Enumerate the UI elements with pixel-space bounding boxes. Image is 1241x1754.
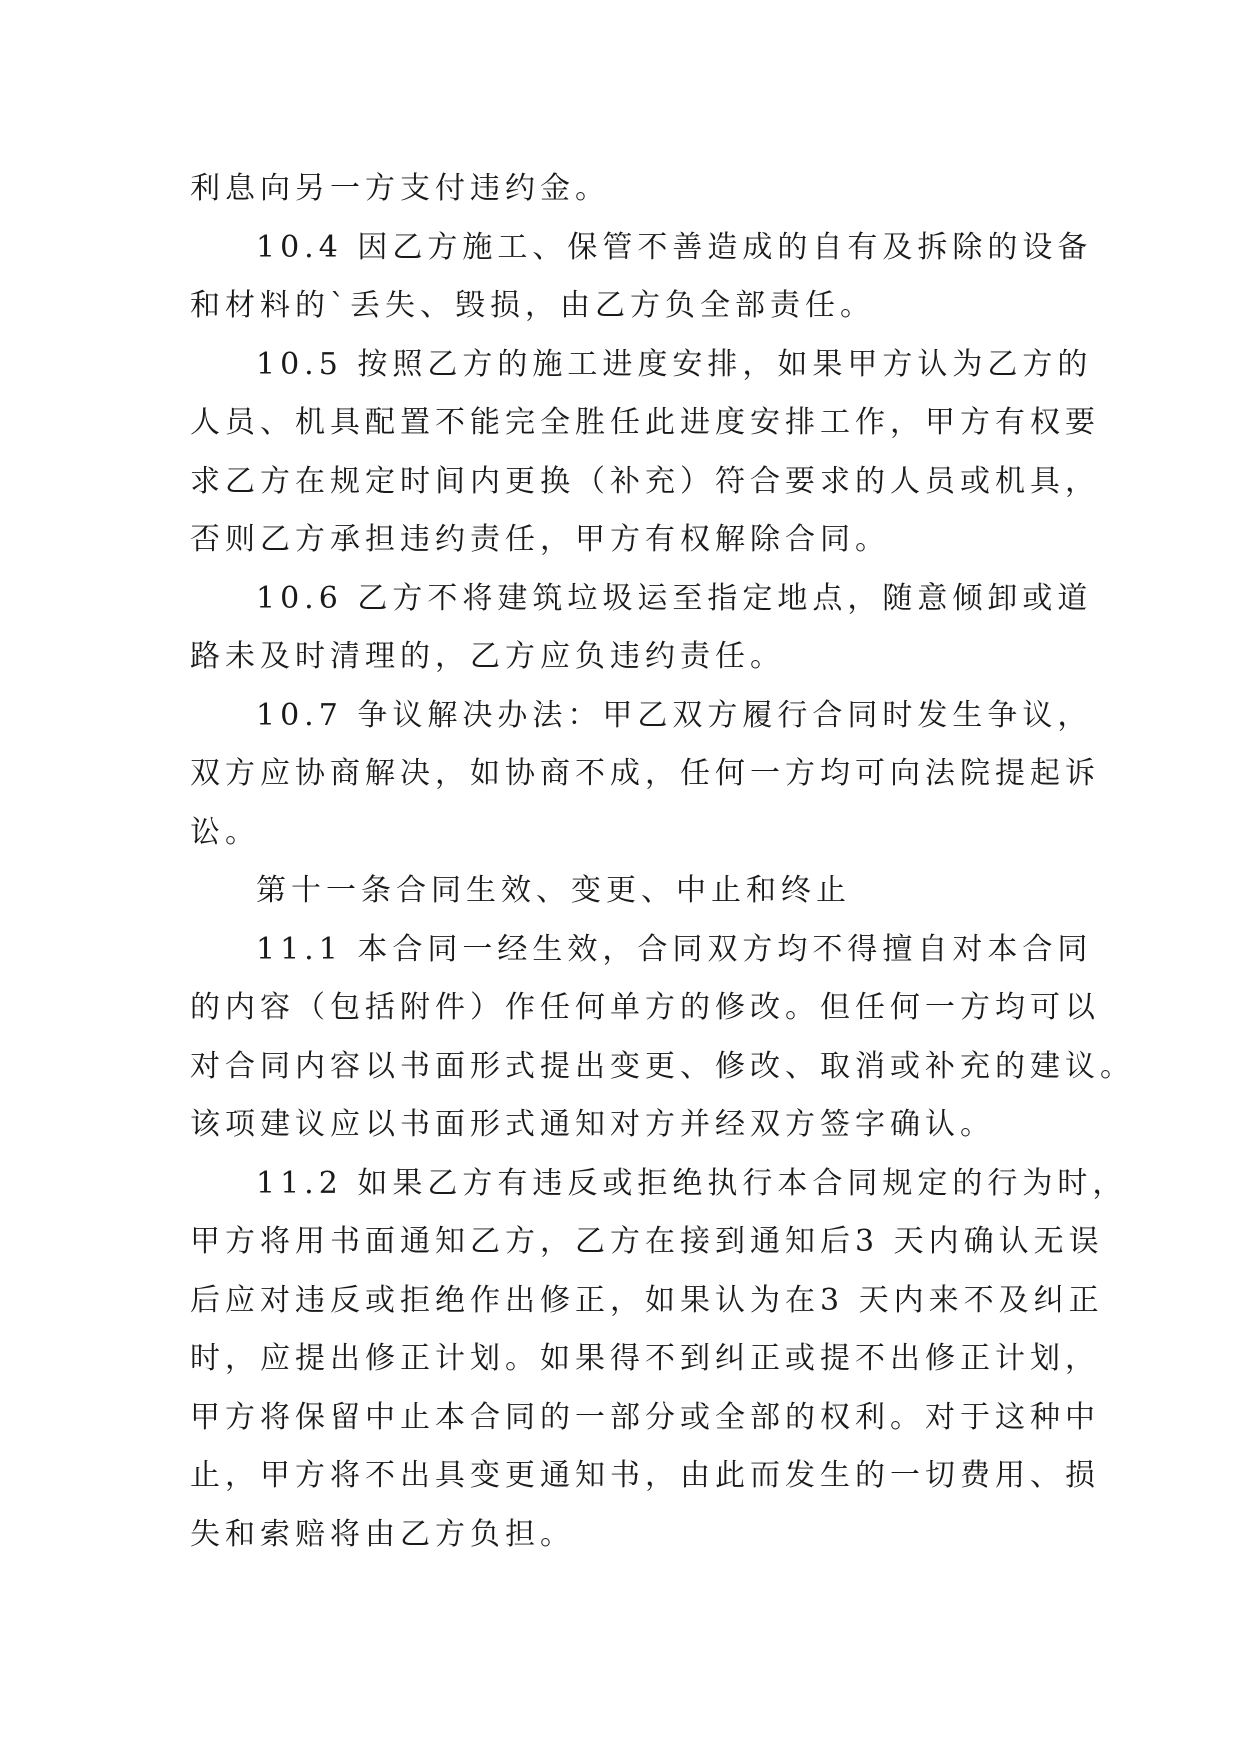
clause-11-1-line: 11.1 本合同一经生效，合同双方均不得擅自对本合同 — [256, 931, 1093, 967]
text-line: 的内容（包括附件）作任何单方的修改。但任何一方均可以 — [190, 990, 1100, 1025]
text-line: 路未及时清理的，乙方应负违约责任。 — [190, 639, 785, 674]
text-line: 人员、机具配置不能完全胜任此进度安排工作，甲方有权要 — [190, 405, 1100, 440]
text-line: 甲方将用书面通知乙方，乙方在接到通知后3 天内确认无误 — [190, 1224, 1104, 1259]
article-11-heading: 第十一条合同生效、变更、中止和终止 — [256, 873, 851, 908]
text-line: 失和索赔将由乙方负担。 — [190, 1516, 575, 1552]
text-line: 否则乙方承担违约责任，甲方有权解除合同。 — [190, 522, 890, 557]
document-body — [190, 160, 1135, 1564]
clause-10-7-line: 10.7 争议解决办法：甲乙双方履行合同时发生争议， — [256, 697, 1093, 733]
text-line: 后应对违反或拒绝作出修正，如果认为在3 天内来不及纠正 — [190, 1282, 1104, 1318]
text-line: 双方应协商解决，如协商不成，任何一方均可向法院提起诉 — [190, 756, 1100, 791]
text-line: 和材料的`丢失、毁损，由乙方负全部责任。 — [190, 288, 875, 323]
clause-10-6-line: 10.6 乙方不将建筑垃圾运至指定地点，随意倾卸或道 — [256, 580, 1093, 616]
text-line: 止，甲方将不出具变更通知书，由此而发生的一切费用、损 — [190, 1458, 1100, 1493]
text-line: 时，应提出修正计划。如果得不到纠正或提不出修正计划， — [190, 1341, 1100, 1376]
text-line: 该项建议应以书面形式通知对方并经双方签字确认。 — [190, 1107, 995, 1142]
text-line: 求乙方在规定时间内更换（补充）符合要求的人员或机具， — [190, 463, 1100, 499]
text-line: 讼。 — [190, 814, 260, 850]
text-line: 利息向另一方支付违约金。 — [190, 171, 610, 206]
text-line: 对合同内容以书面形式提出变更、修改、取消或补充的建议。 — [190, 1048, 1135, 1084]
clause-10-5-line: 10.5 按照乙方的施工进度安排，如果甲方认为乙方的 — [256, 346, 1093, 382]
clause-11-2-line: 11.2 如果乙方有违反或拒绝执行本合同规定的行为时， — [256, 1165, 1128, 1201]
text-line: 甲方将保留中止本合同的一部分或全部的权利。对于这种中 — [190, 1399, 1100, 1435]
clause-10-4-line: 10.4 因乙方施工、保管不善造成的自有及拆除的设备 — [256, 229, 1093, 265]
